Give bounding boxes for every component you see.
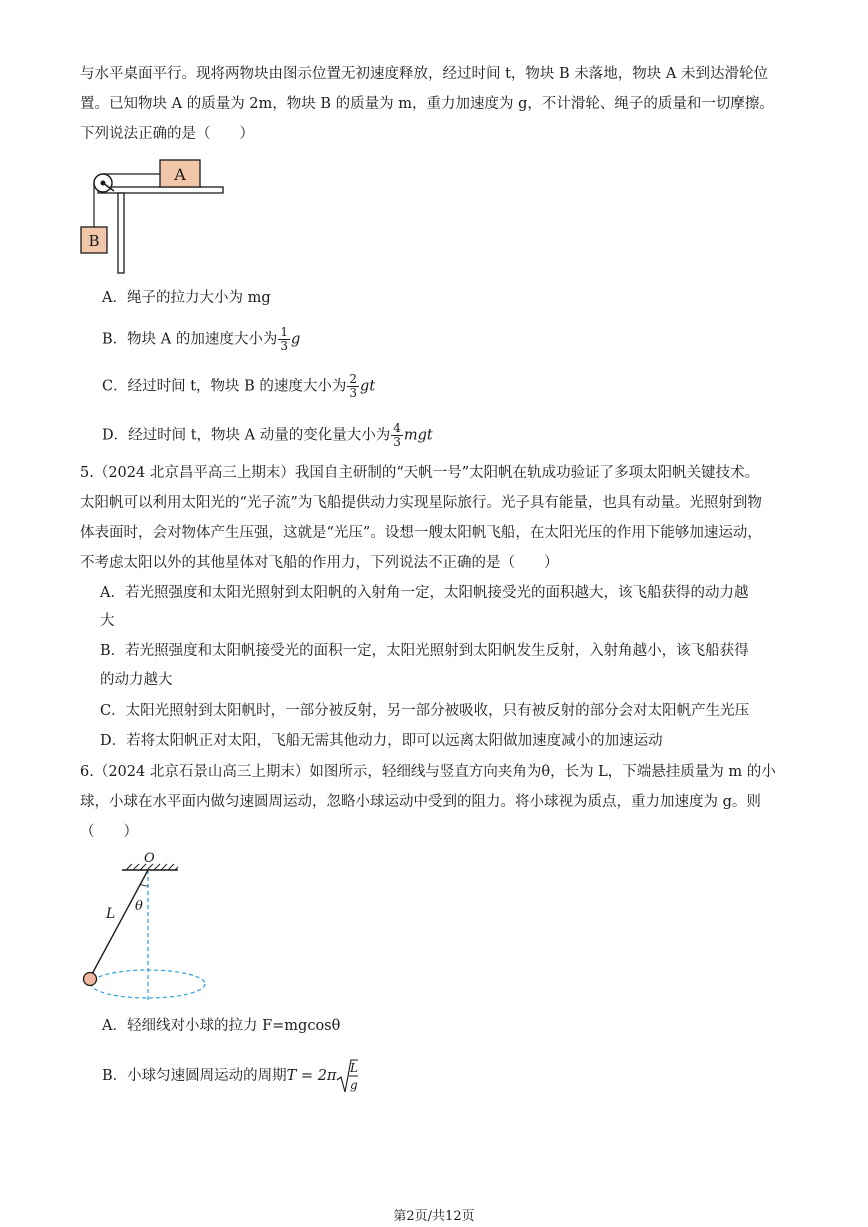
page-number: 第2页/共12页 bbox=[393, 1209, 475, 1224]
q4-option-c: C．经过时间 t，物块 B 的速度大小为 $\frac{2}{3}$ gt bbox=[102, 372, 376, 400]
q5-option-b-line-2: 的动力越大 bbox=[100, 672, 173, 688]
sqrt-denominator: g bbox=[350, 1078, 359, 1092]
q5-text-line-2: 太阳帆可以利用太阳光的“光子流”为飞船提供动力实现星际旅行。光子具有能量，也具有动量。光照射到物 bbox=[80, 495, 762, 511]
q4-option-b: B．物块 A 的加速度大小为 $\frac{1}{3}$ g bbox=[102, 325, 301, 353]
q4-text-line-3: 下列说法正确的是（ ） bbox=[80, 126, 254, 142]
sqrt-symbol bbox=[336, 1058, 358, 1094]
block-a-label: A bbox=[174, 165, 186, 184]
q6-option-a: A．轻细线对小球的拉力 F=mgcosθ bbox=[102, 1018, 341, 1034]
q5-option-a-line-2: 大 bbox=[100, 613, 115, 629]
q5-text-line-4: 不考虑太阳以外的其他星体对飞船的作用力，下列说法不正确的是（ ） bbox=[80, 555, 559, 571]
pulley-figure bbox=[78, 152, 228, 277]
q5-text-line-1: 5.（2024 北京昌平高三上期末）我国自主研制的“天帆一号”太阳帆在轨成功验证了多项太阳帆关键技术。 bbox=[80, 465, 760, 481]
q6-text-line-1: 6.（2024 北京石景山高三上期末）如图所示，轻细线与竖直方向夹角为θ，长为 L，下端悬挂质量为 m 的小 bbox=[80, 764, 776, 780]
q6-text-line-2: 球，小球在水平面内做匀速圆周运动，忽略小球运动中受到的阻力。将小球视为质点，重力加速度为 g。则 bbox=[80, 794, 761, 810]
string bbox=[91, 870, 148, 976]
q5-text-line-3: 体表面时，会对物体产生压强，这就是“光压”。设想一艘太阳帆飞船，在太阳光压的作用下能够加速运动， bbox=[80, 525, 762, 541]
q5-option-a-line-1: A．若光照强度和太阳光照射到太阳帆的入射角一定，太阳帆接受光的面积越大，该飞船获得的动力越 bbox=[100, 585, 749, 601]
q4-option-a: A．绳子的拉力大小为 mg bbox=[102, 290, 271, 306]
table-leg bbox=[118, 193, 124, 273]
q4-option-d: D．经过时间 t，物块 A 动量的变化量大小为 $\frac{4}{3}$ mgt bbox=[102, 421, 433, 449]
q6-text-line-3: （ ） bbox=[80, 824, 138, 840]
length-l-label: L bbox=[106, 906, 116, 922]
sqrt-numerator: L bbox=[350, 1061, 359, 1075]
conical-pendulum-figure bbox=[78, 848, 213, 1003]
q6-option-b: B．小球匀速圆周运动的周期T = 2π L g bbox=[102, 1058, 358, 1094]
q5-option-d: D．若将太阳帆正对太阳，飞船无需其他动力，即可以远离太阳做加速度减小的加速运动 bbox=[100, 733, 663, 749]
q5-option-c: C．太阳光照射到太阳帆时，一部分被反射，另一部分被吸收，只有被反射的部分会对太阳帆产生光压 bbox=[100, 703, 750, 719]
q4-text-line-2: 置。已知物块 A 的质量为 2m，物块 B 的质量为 m，重力加速度为 g，不计滑轮、绳子的质量和一切摩擦。 bbox=[80, 96, 774, 112]
q5-option-b-line-1: B．若光照强度和太阳帆接受光的面积一定，太阳光照射到太阳帆发生反射，入射角越小，该飞船获得 bbox=[100, 643, 749, 659]
ball bbox=[84, 973, 97, 986]
angle-theta-label: θ bbox=[135, 899, 143, 914]
q4-text-line-1: 与水平桌面平行。现将两物块由图示位置无初速度释放，经过时间 t，物块 B 未落地，物块 A 未到达滑轮位 bbox=[80, 66, 768, 82]
block-b-label: B bbox=[88, 232, 100, 250]
point-o-label: O bbox=[144, 851, 155, 866]
table-top bbox=[98, 187, 223, 193]
